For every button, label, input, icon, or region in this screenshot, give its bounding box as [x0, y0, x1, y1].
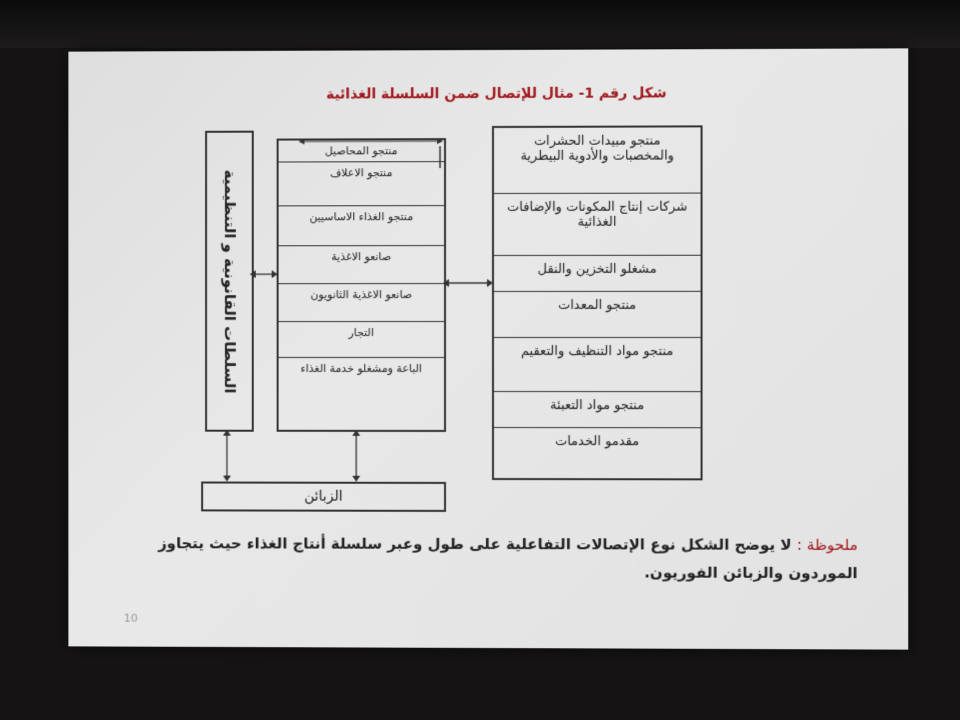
slide-title: شكل رقم 1- مثال للإتصال ضمن السلسلة الغذائية [326, 85, 667, 103]
food-chain-item: الباعة ومشغلو خدمة الغذاء [300, 361, 422, 375]
note-paragraph [138, 529, 858, 587]
customers-label: الزبائن [304, 488, 343, 505]
food-chain-item: منتجو الاعلاف [279, 162, 444, 206]
supplier-item: منتجو المعدات [494, 292, 701, 338]
page-number: 10 [123, 611, 138, 625]
food-chain-item: منتجو المحاصيل [279, 140, 444, 162]
suppliers-box [492, 125, 703, 480]
top-double-arrow [299, 134, 444, 148]
note-label: ملحوظة : [796, 535, 858, 554]
supplier-item: منتجو مواد التعبئة [494, 392, 701, 428]
left-middle-arrow [250, 268, 278, 280]
food-chain-item: صانعو الاغذية [279, 246, 444, 284]
food-chain-box [277, 138, 446, 432]
supplier-item: منتجو مواد التنظيف والتعقيم [494, 338, 701, 392]
left-customers-arrow [221, 430, 233, 482]
presentation-slide [68, 48, 908, 649]
customers-box [201, 482, 446, 512]
supplier-item: شركات إنتاج المكونات والإضافات الغذائية [494, 194, 701, 256]
middle-column-edge-bar [438, 146, 446, 170]
supplier-item: مشغلو التخزين والنقل [494, 256, 701, 292]
supplier-item: منتجو مبيدات الحشرات والمخصبات والأدوية البيطرية [494, 127, 701, 194]
food-chain-item: التجار [279, 322, 444, 358]
middle-customers-arrow [350, 430, 362, 482]
regulatory-authorities-box [205, 131, 254, 432]
projector-frame [0, 0, 960, 48]
food-chain-item: منتجو الغذاء الاساسيين [279, 206, 444, 246]
middle-right-arrow [443, 277, 493, 289]
supplier-item: مقدمو الخدمات [554, 434, 640, 450]
note-text: لا يوضح الشكل نوع الإتصالات التفاعلية على طول وعبر سلسلة أنتاج الغذاء حيث يتجاوز الموردون والزبائن الفوريون. [158, 534, 858, 583]
food-chain-item: صانعو الاغذية الثانويون [279, 284, 444, 322]
regulatory-authorities-label: السلطات القانونية و التنظيمية [220, 169, 239, 394]
